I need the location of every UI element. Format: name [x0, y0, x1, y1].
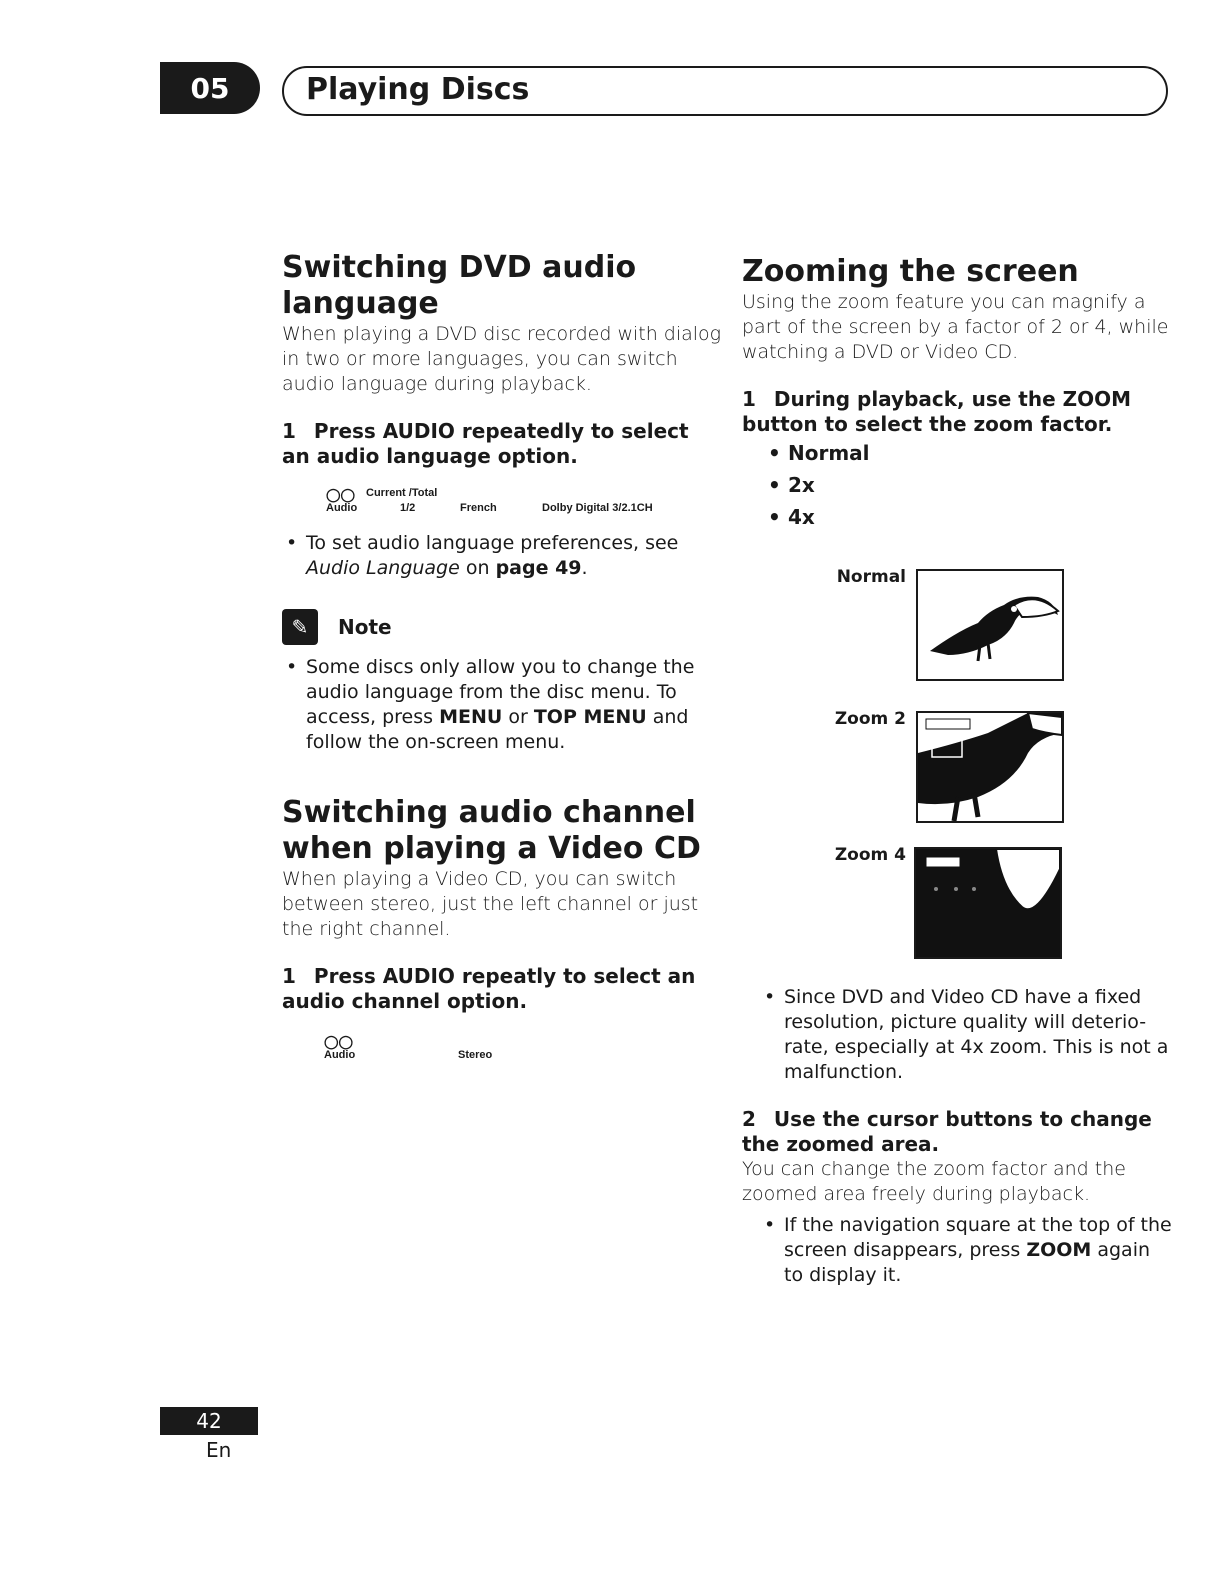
step-text: Use the cursor buttons to change the zoomed area.: [742, 1107, 1152, 1156]
illustration-label-zoom2: Zoom 2: [834, 709, 906, 729]
step-2-body: You can change the zoom factor and the zoomed area freely during playback.: [742, 1158, 1126, 1205]
step-1-zoom: [742, 387, 1172, 437]
chapter-number-tab: [160, 62, 260, 114]
zoom-button-ref: ZOOM: [1026, 1239, 1092, 1261]
step-number: 1: [742, 387, 756, 411]
illustration-zoom4: [914, 847, 1062, 959]
audio-osd-display: [326, 487, 722, 521]
page-ref: page 49: [495, 557, 582, 579]
illustration-label-normal: Normal: [836, 567, 906, 587]
audio-language-ref: Audio Language: [306, 557, 460, 579]
section-title-audio-language: Switching DVD audio language: [282, 250, 637, 321]
toucan-icon: [918, 571, 1062, 679]
list-item: • To set audio language preferences, see Audio Language on page 49.: [282, 531, 722, 581]
section-title-audio-channel: Switching audio channel when playing a Video CD: [282, 795, 701, 866]
page-language: En: [206, 1438, 232, 1462]
note-label: Note: [338, 615, 392, 639]
illustration-normal: [916, 569, 1064, 681]
zoom-option-normal: • Normal: [764, 437, 1172, 469]
disc-icon: ◯◯: [324, 1034, 354, 1049]
section-intro: When playing a Video CD, you can switch between stereo, just the left channel or just the right channel.: [282, 868, 699, 940]
menu-button-ref: MENU: [439, 706, 503, 728]
disc-icon: ◯◯: [326, 487, 356, 502]
osd-audio-label: Audio: [326, 502, 358, 514]
page-number: 42: [160, 1407, 258, 1435]
step-number: 2: [742, 1107, 756, 1131]
osd-channel-value: Stereo: [458, 1049, 493, 1061]
top-menu-button-ref: TOP MENU: [533, 706, 647, 728]
chapter-title: Playing Discs: [306, 72, 530, 107]
step-text: During playback, use the ZOOM button to select the zoom factor.: [742, 387, 1132, 436]
osd-audio-label: Audio: [324, 1049, 356, 1061]
left-column: [282, 250, 722, 1068]
illustration-zoom2: [916, 711, 1064, 823]
illustration-label-zoom4: Zoom 4: [834, 845, 906, 865]
osd-track: 1/2: [400, 502, 416, 514]
toucan-zoomed-icon: [918, 713, 1062, 821]
note-bullets: [282, 655, 722, 755]
list-item: • Since DVD and Video CD have a fixed resolution, picture quality will deterio-rate, especially at 4x zoom. This is not a malfunction.: [760, 985, 1172, 1085]
chapter-number: 05: [190, 71, 230, 105]
zoom-options: [764, 437, 1172, 533]
audio-language-bullets: [282, 531, 722, 581]
step-2-bullets: [760, 1213, 1172, 1288]
list-item: • If the navigation square at the top of the screen disappears, press ZOOM again to display it.: [760, 1213, 1172, 1288]
zoom-illustrations: [742, 553, 1172, 973]
channel-osd-display: [324, 1034, 722, 1068]
step-number: 1: [282, 964, 296, 988]
section-intro: Using the zoom feature you can magnify a part of the screen by a factor of 2 or 4, while watching a DVD or Video CD.: [742, 291, 1169, 363]
step-text: Press AUDIO repeatly to select an audio channel option.: [282, 964, 696, 1013]
osd-format: Dolby Digital 3/2.1CH: [542, 502, 653, 514]
right-column: [742, 254, 1172, 1288]
note-header: [282, 609, 722, 645]
step-text: Press AUDIO repeatedly to select an audio language option.: [282, 419, 689, 468]
zoom-option-2x: • 2x: [764, 469, 1172, 501]
zoom-option-4x: • 4x: [764, 501, 1172, 533]
step-1-audio: [282, 419, 722, 469]
step-1-channel: [282, 964, 722, 1014]
osd-header: Current /Total: [366, 487, 438, 499]
section-intro: When playing a DVD disc recorded with dialog in two or more languages, you can switch audio language during playback.: [282, 323, 722, 395]
list-item: • Some discs only allow you to change the audio language from the disc menu. To access, press MENU or TOP MENU and follow the on-screen menu.: [282, 655, 722, 755]
step-number: 1: [282, 419, 296, 443]
pencil-icon: ✎: [282, 609, 318, 645]
section-title-zoom: Zooming the screen: [742, 254, 1079, 289]
zoom-bullets: [760, 985, 1172, 1085]
toucan-zoomed-4x-icon: [916, 849, 1060, 957]
osd-language: French: [460, 502, 497, 514]
step-2-zoom: [742, 1107, 1172, 1157]
